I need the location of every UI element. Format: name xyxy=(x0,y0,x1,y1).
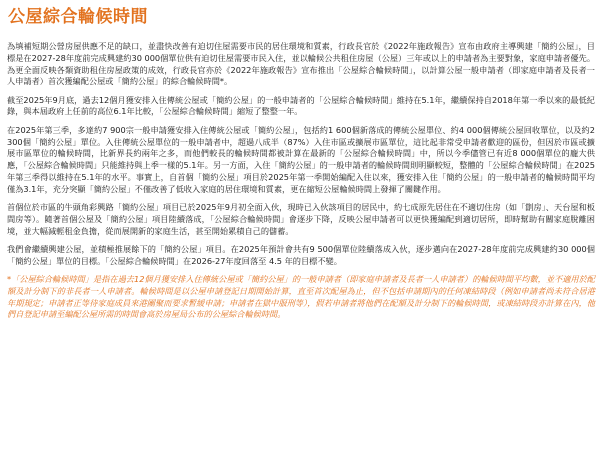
paragraph-latest-waiting-time: 截至2025年9月底，過去12個月獲安排入住傳統公屋或「簡約公屋」的一般申請者的「公屋綜合輪候時間」維持在5.1年，繼續保持自2018年第一季以來的最低紀錄，與本屆政府上任前的高位6.1年比較，「公屋綜合輪候時間」縮短了整整一年。 xyxy=(7,94,595,117)
article-body xyxy=(7,41,595,321)
page-title: 公屋綜合輪候時間 xyxy=(8,7,148,27)
paragraph-first-project-intake: 首個位於市區的牛頭角彩興路「簡約公屋」項目已於2025年9月初全面入伙，現時已入伙該項目的居民中，約七成原先居住在不適切住房（如「劏房」、天台屋和板間房等）。隨著首個公屋及「簡約公屋」項目陸續落成，「公屋綜合輪候時間」會逐步下降，反映公屋申請者可以更快獲編配到適切居所，即時幫助有關家庭脫離困境，並大幅減輕租金負擔，從而展開新的家庭生活，甚至開始累積自己的儲蓄。 xyxy=(7,202,595,236)
paragraph-third-quarter-allocation: 在2025年第三季，多達約7 900宗一般申請獲安排入住傳統公屋或「簡約公屋」，包括約1 600個新落成的傳統公屋單位、約4 000個傳統公屋回收單位，以及約2 300個「簡約公屋」單位。入住傳統公屋單位的一般申請者中，超過八成半（87%）入住市區或擴展市區單位，這比起非常受申請者歡迎的區份，但因於市區或擴展市區單位的輪候時間，比新界長約兩年之多，而他們較長的輪候時間都被計算在最新的「公屋綜合輪候時間」中，所以今季儘管已有近8 000個單位的龐大供應，「公屋綜合輪候時間」只能維持與上季一樣的5.1年。另一方面，入住「簡約公屋」的一般申請者的輪候時間則明顯較短，整體的「公屋綜合輪候時間」在2025年第三季得以維持在5.1年的水平。事實上，自首個「簡約公屋」項目於2025年第一季開始編配入住以來，獲安排入住「簡約公屋」的一般申請者的輪候時間平均僅為3.1年，充分突顯「簡約公屋」不僅改善了低收入家庭的居住環境和質素，更在縮短公屋輪候時間上發揮了關鍵作用。 xyxy=(7,124,595,194)
paragraph-intro: 為填補短期公營房屋供應不足的缺口，並盡快改善有迫切住屋需要市民的居住環境和質素，行政長官於《2022年施政報告》宣布由政府主導興建「簡約公屋」，目標是在2027-28年度前完成興建約30 000個單位供有迫切住屋需要市民入住，並以輪候公共租住房屋（公屋）三年或以上的申請者為主要對象，家庭申請者優先。為更全面反映各類資助租住房屋政策的成效，行政長官亦於《2022年施政報告》宣布推出「公屋綜合輪候時間」，以計算公屋一般申請者（即家庭申請者及長者一人申請者）首次獲編配公屋或「簡約公屋」的綜合輪候時間*。 xyxy=(7,41,595,87)
paragraph-future-target: 我們會繼續興建公屋，並積極推展餘下的「簡約公屋」項目。在2025年預計會共有9 500個單位陸續落成入伙，逐步邁向在2027-28年度前完成興建約30 000個「簡約公屋」單位的目標。「公屋綜合輪候時間」在2026-27年度回落至 4.5 年的目標不變。 xyxy=(7,243,595,266)
footnote: *「公屋綜合輪候時間」是指在過去12個月獲安排入住傳統公屋或「簡約公屋」的一般申請者（即家庭申請者及長者一人申請者）的輪候時間平均數，並不適用於配額及計分制下的非長者一人申請者。輪候時間是以公屋申請登記日期開始計算，直至首次配屋為止，但不包括申請期內的任何凍結時段（例如申請者尚未符合居港年期規定；申請者正等待家庭成員來港團聚而要求暫緩申請；申請者在獄中服刑等），假若申請者將他們在配額及計分制下的輪候時間，或凍結時段亦計算在內，他們自登記申請至編配公屋所需的時間會高於房屋局公布的公屋綜合輪候時間。 xyxy=(7,274,595,320)
